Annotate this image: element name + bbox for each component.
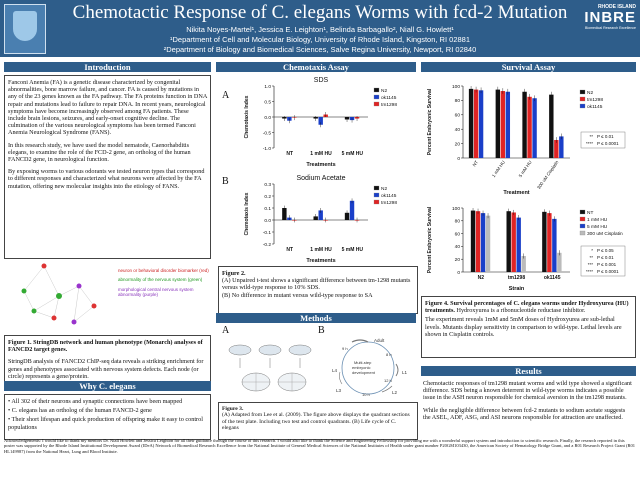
chart-sds [238, 74, 416, 168]
x-tick-label: 5 mM HU [517, 159, 533, 179]
chart-sodium-acetate [238, 172, 416, 264]
poster-header [0, 0, 640, 57]
legend-swatch [374, 102, 379, 106]
legend-swatch [374, 193, 379, 197]
bar [474, 90, 478, 158]
bar [517, 218, 521, 272]
x-axis-label: Treatment [503, 190, 530, 196]
y-tick-label: 40 [454, 128, 460, 133]
bar [527, 97, 531, 158]
stat-pvalue: P ≤ 0.001 [597, 262, 617, 267]
introduction-text [4, 75, 211, 259]
methods-label-b: B [318, 325, 325, 336]
legend-label: 5 mM HU [587, 224, 608, 230]
stat-pvalue: P ≤ 0.0001 [597, 141, 619, 146]
y-tick-label: -0.2 [262, 242, 271, 248]
chart-label-b: B [222, 176, 229, 187]
legend-swatch [580, 217, 585, 221]
stat-pvalue: P ≤ 0.0001 [597, 269, 619, 274]
section-why-c-elegans: Why C. elegans [4, 381, 211, 391]
x-tick-label: 300 uM Cisplatin [536, 159, 560, 191]
y-tick-label: 60 [454, 113, 460, 119]
bar [506, 92, 510, 158]
stat-pvalue: P ≤ 0.01 [597, 255, 614, 260]
methods-label-a: A [222, 325, 230, 336]
y-tick-label: 0.0 [264, 218, 271, 224]
y-tick-label: 20 [454, 142, 460, 148]
stat-stars: ** [589, 134, 593, 139]
svg-text:L2: L2 [392, 390, 398, 395]
bar [512, 212, 516, 272]
y-tick-label: 100 [451, 206, 460, 212]
string-network-figure [4, 256, 114, 334]
bar [486, 216, 490, 272]
figure-4-caption: Figure 4. Survival percentages of C. elegans worms under Hydroxyurea (HU) treatments. Hydroxyurea is a ribonucleotide reductase inhibitor. The experiment reveals 1mM and 5mM doses of Hydroxyurea are sub-lethal levels. Mutants display sensitivity in comparison to wild-type. Lethal levels are shown in Cisplatin controls. [421, 296, 636, 358]
y-tick-label: 100 [451, 84, 460, 90]
section-methods: Methods [216, 313, 416, 323]
stat-pvalue: P ≤ 0.01 [597, 134, 614, 139]
bar [481, 213, 485, 272]
chart-survival-by-strain [421, 200, 636, 292]
y-tick-label: 80 [454, 219, 460, 225]
legend-label: 1 mM HU [587, 217, 608, 223]
legend-label: tm1298 [381, 102, 397, 108]
network-legend: neuron or behavioral disorder biomarker (red) abnormality of the nervous system (green) morphological central nervous system abnormality (purple) [118, 268, 209, 298]
y-tick-label: -1.0 [262, 146, 271, 152]
chart-label-a: A [222, 90, 230, 101]
y-tick-label: 0.0 [264, 115, 271, 121]
figure-3-caption: Figure 3. (A) Adapted from Lee et al. (2009). The figure above displays the quadrant sections of the test plate. Including two test and control quadrants. (B) Life cycle of C. elegans [218, 402, 418, 440]
y-tick-label: 0 [457, 156, 460, 162]
affiliation-2: ²Department of Biology and Biomedical Sciences, Salve Regina University, Newport, RI 02840 [163, 45, 477, 54]
section-chemotaxis: Chemotaxis Assay [216, 62, 416, 72]
y-tick-label: 0.3 [264, 182, 271, 188]
legend-label: NT [587, 210, 594, 216]
stage-adult: Adult [374, 338, 385, 343]
shield-icon [13, 11, 37, 41]
results-paragraph-1: Chemotactic responses of tm1298 mutant worms and wild type showed a significant difference. SDS being a known deterrent in wild-type worms indicates a possible issue in the ASH neuron responsible for chemical aversion in the tm1298 mutants. [423, 380, 632, 402]
legend-swatch [374, 88, 379, 92]
x-tick-label: 5 mM HU [341, 247, 364, 253]
chart-title: Sodium Acetate [296, 175, 346, 182]
affiliation-1: ¹Department of Cell and Molecular Biology, University of Rhode Island, Kingston, RI 02881 [169, 35, 470, 44]
stat-stars: **** [585, 269, 593, 274]
legend-swatch [580, 224, 585, 228]
assay-plate-diagram [226, 338, 316, 396]
x-tick-label: NT [286, 151, 294, 157]
x-tick-label: ok1145 [543, 275, 561, 281]
legend-label: N2 [381, 186, 388, 192]
legend-swatch [580, 104, 585, 108]
stat-stars: **** [585, 141, 593, 146]
figure-2-caption: Figure 2. (A) Unpaired t-test shows a significant difference between tm-1298 mutants versus wild-type response to 10% SDS. (B) No difference in mutant versus wild-type response to SA [218, 266, 418, 314]
bar [501, 91, 505, 158]
svg-text:L3: L3 [336, 388, 342, 393]
intro-paragraph-2: In this research study, we have used the model nematode, Caenorhabditis elegans, to examine the role of the FCD-2 gene, an ortholog of the human FANCD2 gene, in neurological function. [8, 141, 191, 164]
bar [522, 92, 526, 158]
life-cycle-diagram [322, 334, 414, 400]
y-tick-label: 0.1 [264, 206, 271, 212]
university-logo [4, 4, 46, 54]
stat-pvalue: P ≤ 0.05 [597, 248, 614, 253]
results-paragraph-2: While the negligible difference between fcd-2 mutants to sodium acetate suggests the ASEL, ADF, ASG, and ASI neurons responsible for attraction are unaffected. [423, 406, 626, 421]
x-tick-label: 1 mM HU [310, 151, 332, 157]
svg-text:8 h: 8 h [386, 352, 392, 357]
legend-swatch [374, 95, 379, 99]
results-text [423, 380, 634, 426]
bar [496, 90, 500, 158]
x-tick-label: NT [471, 159, 480, 168]
legend-label: ok1145 [381, 95, 397, 101]
legend-label: N2 [381, 88, 388, 94]
y-tick-label: 40 [454, 245, 460, 251]
y-axis-label: Percent Embryonic Survival [427, 88, 433, 156]
y-tick-label: 0 [457, 270, 460, 276]
bar [507, 211, 511, 272]
bar [557, 253, 561, 272]
y-tick-label: 20 [454, 258, 460, 263]
bar [469, 89, 473, 158]
svg-text:9 h: 9 h [342, 346, 348, 351]
bar [552, 219, 556, 272]
legend-label: 300 uM Cisplatin [587, 231, 623, 237]
legend-swatch [580, 97, 585, 101]
y-tick-label: 0.5 [264, 100, 271, 106]
intro-paragraph-3: By exposing worms to various odorants we tested neuron types that correspond to different responses and characterized what neurons were affected by the FA mutation, offering new molecular insights into the etiology of FANS. [8, 168, 205, 190]
inbre-logo: RHODE ISLAND INBRE Biomedical Research Excellence [584, 4, 636, 30]
legend-label: N2 [587, 90, 594, 96]
chart-survival-by-treatment [421, 74, 636, 196]
y-axis-label: Chemotaxis Index [244, 95, 250, 139]
x-axis-label: Strain [508, 286, 525, 292]
svg-text:12 h: 12 h [384, 378, 392, 383]
bar [547, 213, 551, 272]
section-survival: Survival Assay [421, 62, 636, 72]
section-results: Results [421, 366, 636, 376]
intro-paragraph-1: Fanconi Anemia (FA) is a genetic disease characterized by congenital abnormalities, bone marrow failure, and cancer. FA is caused by mutations in any of the 23 genes known as the FA pathway. The FA proteins function in DNA repair and mutations lead to failure to repair DNA. In recent years, neurological symptoms have become increasingly observed among FA patients. These include brain lesions, seizures, and early-onset cognitive decline. The culmination of the various neurological symptoms has been termed Fanconi Anemia Neurological Syndrome (FANS). [8, 79, 207, 137]
legend-label: ok1145 [381, 193, 397, 199]
bar [476, 211, 480, 272]
y-tick-label: -0.5 [262, 131, 271, 137]
x-tick-label: tm1298 [507, 275, 526, 281]
x-tick-label: N2 [477, 275, 485, 281]
y-axis-label: Percent Embryonic Survival [427, 206, 433, 274]
legend-label: tm1298 [381, 200, 397, 206]
legend-swatch [374, 200, 379, 204]
bar [350, 201, 354, 220]
y-axis-label: Chemotaxis Index [244, 192, 250, 236]
author-block [55, 25, 585, 55]
acknowledgements: Acknowledgements: I would like to thank my mentors Dr. Niall Howlett and Jessica Leighton for all their guidance through the course of this research. I would also like to thank the Science and Engineering Fellowship for providing me with a wonderful support system and introduction to scientific research. Finally, the research reported in this poster was supported by the Rhode Island Institutional Development Award (IDeA) Network of Biomedical Research Excellence from the National Institute of General Medical Sciences of the National Institutes of Health under grant number P20GM103430, the American Society of Hematology Bridge Grant, and a R01 Research Project Grant (R01 HL149987) from the National Heart, Lung and Blood Institute. [4, 438, 636, 454]
svg-text:L4: L4 [332, 368, 338, 373]
legend-swatch [580, 231, 585, 235]
x-tick-label: 1 mM HU [490, 159, 506, 179]
legend-label: ok1145 [587, 104, 603, 110]
poster-title: Chemotactic Response of C. elegans Worms with fcd-2 Mutation [72, 2, 568, 23]
chart-title: SDS [313, 77, 329, 84]
legend-swatch [580, 90, 585, 94]
x-tick-label: 5 mM HU [341, 151, 364, 157]
bar [479, 90, 483, 158]
section-introduction: Introduction [4, 62, 211, 72]
why-c-elegans-list: • All 302 of their neurons and synaptic connections have been mapped • C. elegans has an ortholog of the human FANCD-2 gene • Their short lifespan and quick production of offspring make it easy to control populations [4, 394, 211, 440]
stat-stars: * [591, 248, 593, 253]
figure-1-caption: Figure 1. StringDB network and human phenotype (Monarch) analyses of FANCD2 target genes. StringDB analysis of FANCD2 ChIP-seq data reveals a striking enrichment for genes and phenotypes associated with nervous system defects. Each node (or circle) represents a gene/protein. [4, 335, 211, 383]
bar [471, 211, 475, 272]
svg-text:10 h: 10 h [362, 392, 370, 397]
bar [542, 212, 546, 272]
stage-embryo: Multi-step embryonic development [352, 360, 375, 375]
legend-label: tm1298 [587, 97, 603, 103]
bar [559, 136, 563, 158]
stat-stars: *** [587, 262, 593, 267]
y-tick-label: 60 [454, 232, 460, 238]
x-tick-label: 1 mM HU [310, 247, 332, 253]
bar [532, 98, 536, 158]
x-axis-label: Treatments [306, 162, 336, 168]
y-tick-label: 80 [454, 99, 460, 105]
y-tick-label: 0.2 [264, 194, 271, 200]
bar [549, 95, 553, 158]
authors: Nikita Noyes-Martel¹, Jessica E. Leighton¹, Belinda Barbagallo², Niall G. Howlett¹ [186, 25, 454, 34]
svg-text:L1: L1 [402, 370, 408, 375]
x-axis-label: Treatments [306, 258, 336, 264]
x-tick-label: NT [286, 247, 294, 253]
y-tick-label: -0.1 [262, 230, 271, 236]
legend-swatch [580, 210, 585, 214]
stat-stars: ** [589, 255, 593, 260]
y-tick-label: 1.0 [264, 84, 271, 90]
legend-swatch [374, 186, 379, 190]
